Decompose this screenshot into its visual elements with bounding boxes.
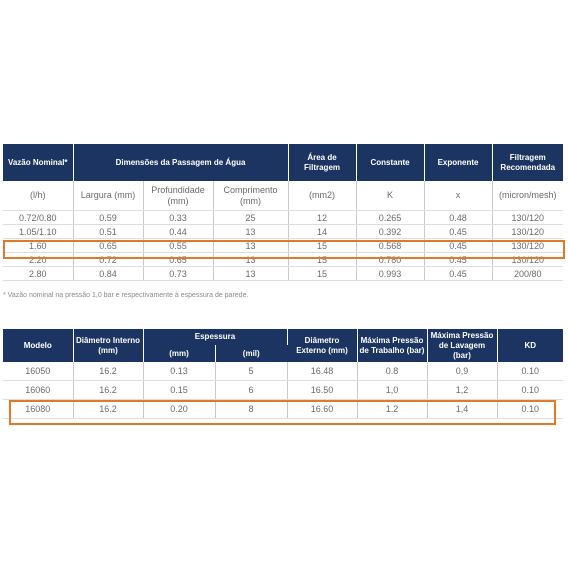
table-row-highlighted [3, 239, 563, 253]
table-cell: 0.45 [424, 239, 492, 253]
unit-cell: Profundidade (mm) [143, 181, 213, 211]
table-cell: 0.72 [73, 253, 143, 267]
table-cell: 13 [213, 225, 288, 239]
table-row [3, 381, 563, 400]
table-cell: 0.45 [424, 267, 492, 281]
table-cell: 0,9 [427, 362, 497, 381]
unit-cell: (mm2) [288, 181, 356, 211]
table-cell: 25 [213, 211, 288, 225]
header-nominal-flow: Vazão Nominal* [3, 144, 73, 181]
table-row [3, 253, 563, 267]
header-recommended-filtration: Filtragem Recomendada [492, 144, 563, 181]
unit-cell: (l/h) [3, 181, 73, 211]
table-cell: 0.20 [143, 400, 215, 419]
table-cell: 0.72/0.80 [3, 211, 73, 225]
table-cell: 2.80 [3, 267, 73, 281]
table-cell: 2.20 [3, 253, 73, 267]
table-cell: 0.44 [143, 225, 213, 239]
table-cell: 0.59 [73, 211, 143, 225]
table-cell: 1.2 [357, 400, 427, 419]
table-cell: 0.780 [356, 253, 424, 267]
table-cell: 0.45 [424, 253, 492, 267]
table-cell: 0.568 [356, 239, 424, 253]
table-row [3, 225, 563, 239]
table-cell: 200/80 [492, 267, 563, 281]
header-model: Modelo [3, 329, 73, 362]
unit-cell: (micron/mesh) [492, 181, 563, 211]
unit-cell: Comprimento (mm) [213, 181, 288, 211]
table-row-highlighted [3, 400, 563, 419]
table-cell: 130/120 [492, 225, 563, 239]
table-cell: 0.55 [143, 239, 213, 253]
header-thickness: Espessura [143, 329, 287, 345]
unit-cell: x [424, 181, 492, 211]
header-constant: Constante [356, 144, 424, 181]
table-row [3, 211, 563, 225]
table-cell: 6 [215, 381, 287, 400]
table-cell: 130/120 [492, 239, 563, 253]
table-cell: 14 [288, 225, 356, 239]
table-cell: 12 [288, 211, 356, 225]
table-row [3, 362, 563, 381]
table-cell: 0.65 [73, 239, 143, 253]
footnote: * Vazão nominal na pressão 1,0 bar e respectivamente à espessura de parede. [3, 292, 249, 299]
table-cell: 1.05/1.10 [3, 225, 73, 239]
header-inner-diameter: Diâmetro Interno (mm) [73, 329, 143, 362]
table-cell: 0.10 [497, 400, 563, 419]
header-kd: KD [497, 329, 563, 362]
header-filter-area: Área de Filtragem [288, 144, 356, 181]
table-cell: 0.8 [357, 362, 427, 381]
unit-cell: K [356, 181, 424, 211]
table-cell: 8 [215, 400, 287, 419]
table-cell: 15 [288, 267, 356, 281]
header-max-working-pressure: Máxima Pressão de Trabalho (bar) [357, 329, 427, 362]
table-cell: 16.2 [73, 381, 143, 400]
table-cell: 15 [288, 239, 356, 253]
flow-specs-table [3, 144, 563, 281]
table-cell: 0.33 [143, 211, 213, 225]
table-cell: 0.45 [424, 225, 492, 239]
table-cell: 1,0 [357, 381, 427, 400]
table-cell: 13 [213, 239, 288, 253]
table-cell: 0.10 [497, 362, 563, 381]
table-cell: 0.15 [143, 381, 215, 400]
header-passage-dimensions: Dimensões da Passagem de Água [73, 144, 288, 181]
table-cell: 16.2 [73, 362, 143, 381]
table-row [3, 267, 563, 281]
table-cell: 0.13 [143, 362, 215, 381]
table-cell: 0.84 [73, 267, 143, 281]
table-cell: 16.50 [287, 381, 357, 400]
header-thickness-mm: (mm) [143, 345, 215, 362]
table-cell: 16.48 [287, 362, 357, 381]
table-cell: 0.993 [356, 267, 424, 281]
table-cell: 0.51 [73, 225, 143, 239]
table-cell: 16.2 [73, 400, 143, 419]
table-cell: 16080 [3, 400, 73, 419]
header-outer-diameter: Diâmetro Externo (mm) [287, 329, 357, 362]
table-cell: 15 [288, 253, 356, 267]
table-cell: 13 [213, 253, 288, 267]
table-cell: 1,2 [427, 381, 497, 400]
table-cell: 1.60 [3, 239, 73, 253]
table-cell: 0.265 [356, 211, 424, 225]
header-max-flush-pressure: Máxima Pressão de Lavagem (bar) [427, 329, 497, 362]
table-cell: 13 [213, 267, 288, 281]
model-specs-table [3, 329, 563, 419]
header-thickness-mil: (mil) [215, 345, 287, 362]
table-cell: 16.60 [287, 400, 357, 419]
table-cell: 130/120 [492, 211, 563, 225]
table-cell: 0.73 [143, 267, 213, 281]
table-cell: 0.10 [497, 381, 563, 400]
table-cell: 0.392 [356, 225, 424, 239]
unit-cell: Largura (mm) [73, 181, 143, 211]
table-cell: 130/120 [492, 253, 563, 267]
table-cell: 1,4 [427, 400, 497, 419]
table-cell: 16050 [3, 362, 73, 381]
table-cell: 0.65 [143, 253, 213, 267]
table-cell: 0.48 [424, 211, 492, 225]
table-cell: 16060 [3, 381, 73, 400]
table-cell: 5 [215, 362, 287, 381]
header-exponent: Exponente [424, 144, 492, 181]
